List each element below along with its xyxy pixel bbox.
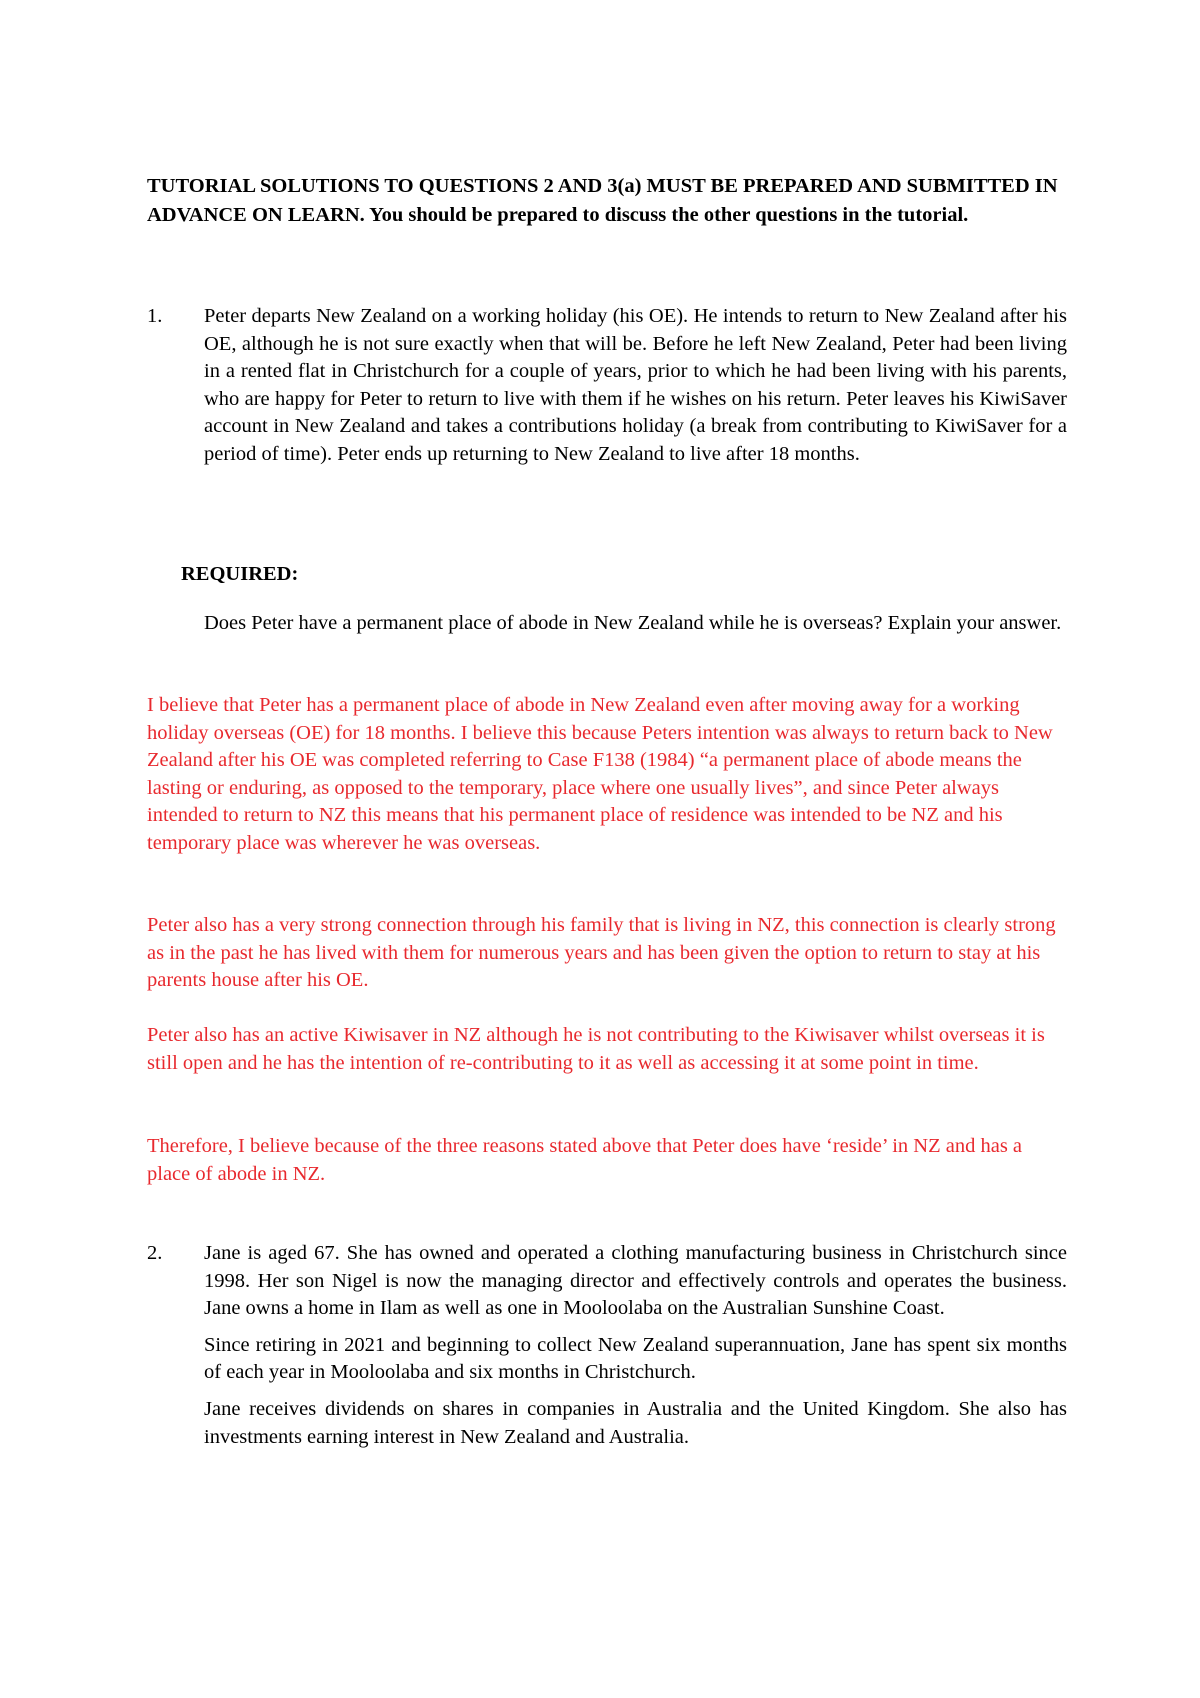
question-2-paragraph-3: Jane receives dividends on shares in companies in Australia and the United Kingdom. She also has investments earning interest in New Zealand and Australia. xyxy=(204,1397,1067,1448)
question-2-paragraph-1: Jane is aged 67. She has owned and operated a clothing manufacturing business in Christchurch since 1998. Her son Nigel is now the managing director and effectively controls and operates the business. Jane owns a home in Ilam as well as one in Mooloolaba on the Australian Sunshine Coast. xyxy=(204,1242,1067,1320)
answer-paragraph-1: I believe that Peter has a permanent place of abode in New Zealand even after moving away for a working holiday overseas (OE) for 18 months. I believe this because Peters intention was always to return back to New Zealand after his OE was completed referring to Case F138 (1984) “a permanent place of abode means the lasting or enduring, as opposed to the temporary, place where one usually lives”, and since Peter always intended to return to NZ this means that his permanent place of residence was intended to be NZ and his temporary place was wherever he was overseas. xyxy=(147,694,1053,854)
required-label: REQUIRED: xyxy=(181,563,299,585)
question-1-number: 1. xyxy=(147,305,163,327)
question-1-text: Peter departs New Zealand on a working holiday (his OE). He intends to return to New Zealand after his OE, although he is not sure exactly when that will be. Before he left New Zealand, Peter had been living in a rented flat in Christchurch for a couple of years, prior to which he had been living with his parents, who are happy for Peter to return to live with them if he wishes on his return. Peter leaves his KiwiSaver account in New Zealand and takes a contributions holiday (a break from contributing to KiwiSaver for a period of time). Peter ends up returning to New Zealand to live after 18 months. xyxy=(204,305,1067,465)
answer-paragraph-3: Peter also has an active Kiwisaver in NZ although he is not contributing to the Kiwisaver whilst overseas it is still open and he has the intention of re-contributing to it as well as accessing it at some point in time. xyxy=(147,1024,1045,1074)
answer-paragraph-2: Peter also has a very strong connection through his family that is living in NZ, this connection is clearly strong as in the past he has lived with them for numerous years and has been given the option to return to stay at his parents house after his OE. xyxy=(147,914,1056,992)
question-1 xyxy=(147,303,1067,478)
tutorial-instructions-heading: TUTORIAL SOLUTIONS TO QUESTIONS 2 AND 3(a) MUST BE PREPARED AND SUBMITTED IN ADVANCE ON LEARN. You should be prepared to discuss the other questions in the tutorial. xyxy=(147,175,1058,226)
question-2-number: 2. xyxy=(147,1242,163,1264)
required-question: Does Peter have a permanent place of abode in New Zealand while he is overseas? Explain your answer. xyxy=(204,612,1062,634)
answer-paragraph-4: Therefore, I believe because of the three reasons stated above that Peter does have ‘reside’ in NZ and has a place of abode in NZ. xyxy=(147,1135,1023,1185)
question-2-paragraph-2: Since retiring in 2021 and beginning to collect New Zealand superannuation, Jane has spent six months of each year in Mooloolaba and six months in Christchurch. xyxy=(204,1333,1067,1384)
question-2 xyxy=(147,1240,1067,1460)
